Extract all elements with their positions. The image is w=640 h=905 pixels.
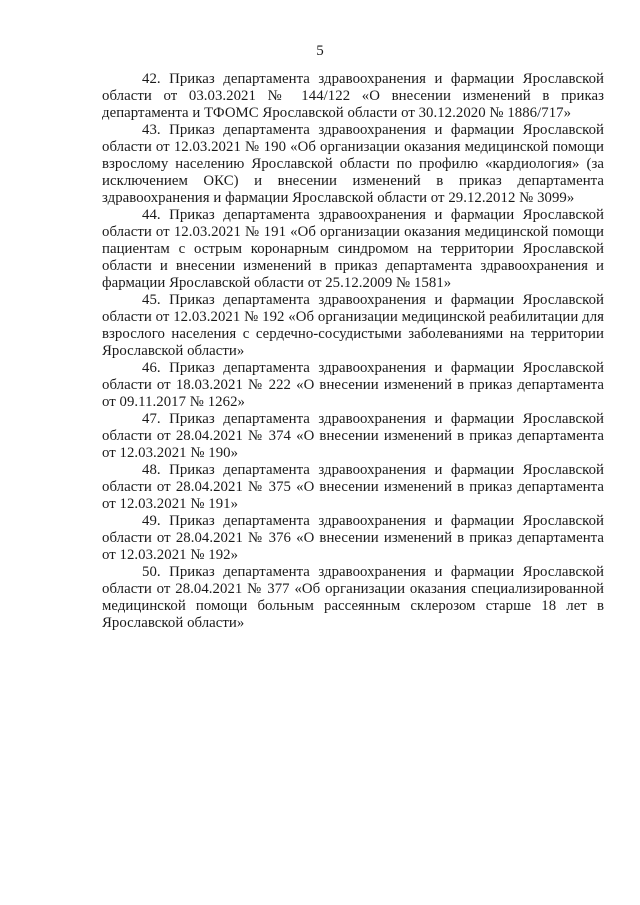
list-item-45: 45. Приказ департамента здравоохранения и фармации Ярославской области от 12.03.2021 № 192 «Об организации медицинской реабилитации для взрослого населения с сердечно-сосудистыми заболеваниями на территории Ярославской области» <box>102 292 604 359</box>
list-item-48: 48. Приказ департамента здравоохранения и фармации Ярославской области от 28.04.2021 № 375 «О внесении изменений в приказ департамента от 12.03.2021 № 191» <box>102 462 604 512</box>
list-item-49: 49. Приказ департамента здравоохранения и фармации Ярославской области от 28.04.2021 № 376 «О внесении изменений в приказ департамента от 12.03.2021 № 192» <box>102 513 604 563</box>
list-item-43: 43. Приказ департамента здравоохранения и фармации Ярославской области от 12.03.2021 № 190 «Об организации оказания медицинской помощи взрослому населению Ярославской области по профилю «кардиология» (за исключением ОКС) и внесении изменений в приказ департамента здравоохранения и фармации Ярославской области от 29.12.2012 № 3099» <box>102 122 604 206</box>
page-number: 5 <box>316 43 324 59</box>
list-item-44: 44. Приказ департамента здравоохранения и фармации Ярославской области от 12.03.2021 № 191 «Об организации оказания медицинской помощи пациентам с острым коронарным синдромом на территории Ярославской области и внесении изменений в приказ департамента здравоохранения и фармации Ярославской области от 25.12.2009 № 1581» <box>102 207 604 291</box>
list-item-46: 46. Приказ департамента здравоохранения и фармации Ярославской области от 18.03.2021 № 222 «О внесении изменений в приказ департамента от 09.11.2017 № 1262» <box>102 360 604 410</box>
list-item-42: 42. Приказ департамента здравоохранения и фармации Ярославской области от 03.03.2021 № 144/122 «О внесении изменений в приказ департамента и ТФОМС Ярославской области от 30.12.2020 № 1886/717» <box>102 71 604 121</box>
list-item-47: 47. Приказ департамента здравоохранения и фармации Ярославской области от 28.04.2021 № 374 «О внесении изменений в приказ департамента от 12.03.2021 № 190» <box>102 411 604 461</box>
list-item-50: 50. Приказ департамента здравоохранения и фармации Ярославской области от 28.04.2021 № 377 «Об организации оказания специализированной медицинской помощи больным рассеянным склерозом старше 18 лет в Ярославской области» <box>102 564 604 631</box>
document-body <box>102 71 604 632</box>
